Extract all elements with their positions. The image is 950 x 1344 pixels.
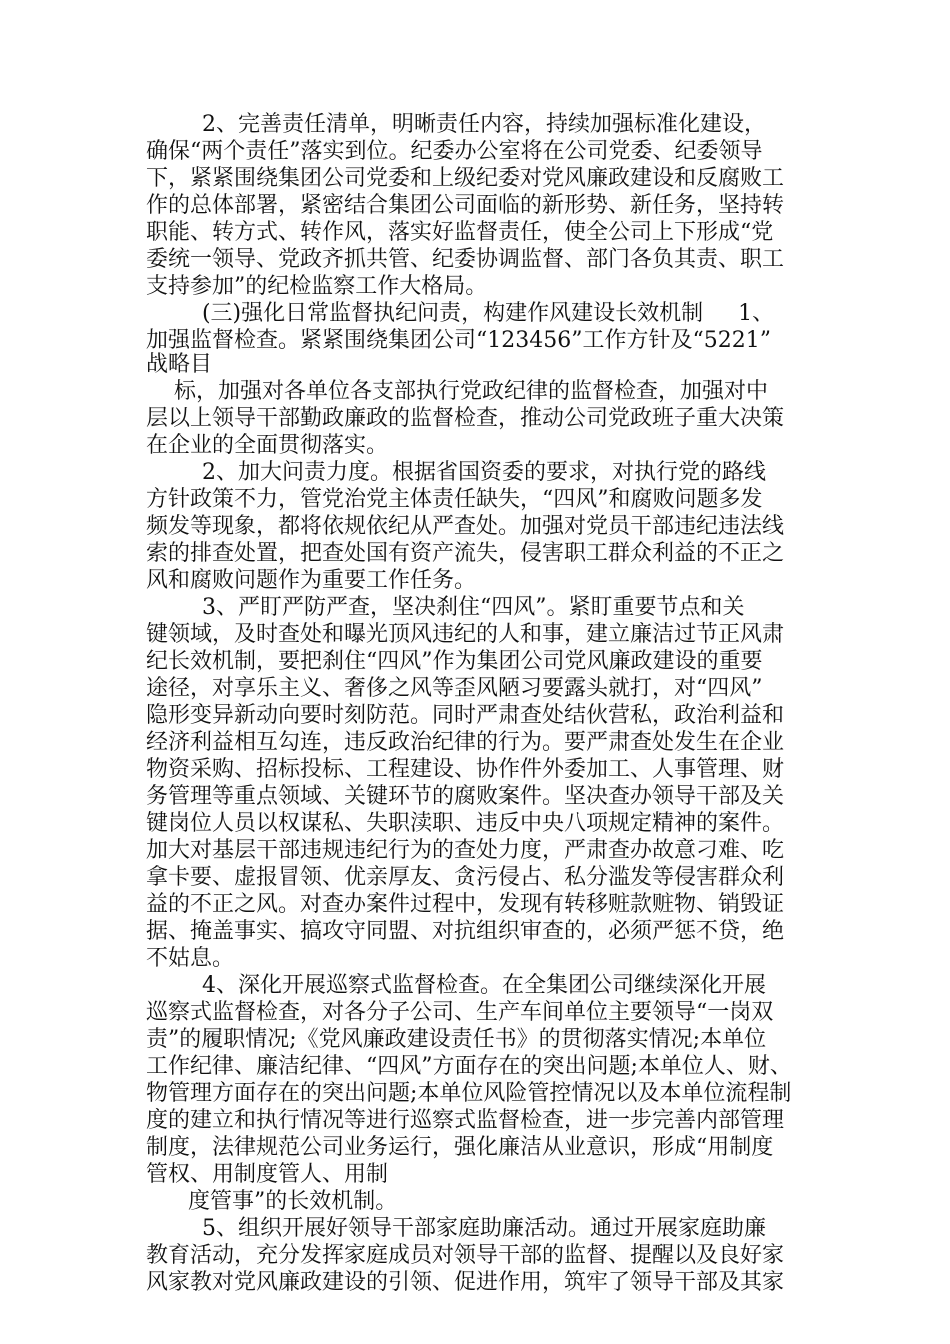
text-line: 度的建立和执行情况等进行巡察式监督检查，进一步完善内部管理 [146, 1108, 785, 1133]
text-line: 拿卡要、虚报冒领、优亲厚友、贪污侵占、私分滥发等侵害群众利 [146, 865, 785, 890]
text-line: 纪长效机制，要把刹住“四风”作为集团公司党风廉政建设的重要 [146, 649, 763, 674]
text-line: 度管事”的长效机制。 [146, 1189, 398, 1214]
text-line: 3、严盯严防严查，坚决刹住“四风”。紧盯重要节点和关 [146, 595, 745, 620]
text-line: 4、深化开展巡察式监督检查。在全集团公司继续深化开展 [146, 973, 766, 998]
text-line: 在企业的全面贯彻落实。 [146, 433, 389, 458]
text-line: 管权、用制度管人、用制 [146, 1162, 389, 1187]
text-line: 索的排查处置，把查处国有资产流失，侵害职工群众利益的不正之 [146, 541, 785, 566]
text-line: 职能、转方式、转作风，落实好监督责任，使全公司上下形成“党 [146, 220, 774, 245]
text-line: 据、掩盖事实、搞攻守同盟、对抗组织审查的，必须严惩不贷，绝 [146, 919, 785, 944]
text-line: 巡察式监督检查，对各分子公司、生产车间单位主要领导“一岗双 [146, 1000, 774, 1025]
text-line: 加强监督检查。紧紧围绕集团公司“123456”工作方针及“5221” [146, 328, 771, 353]
text-line: 委统一领导、党政齐抓共管、纪委协调监督、部门各负其责、职工 [146, 247, 785, 272]
text-line: 风和腐败问题作为重要工作任务。 [146, 568, 477, 593]
text-line: 教育活动，充分发挥家庭成员对领导干部的监督、提醒以及良好家 [146, 1243, 785, 1268]
text-line: 益的不正之风。对查办案件过程中，发现有转移赃款赃物、销毁证 [146, 892, 785, 917]
text-line: 战略目 [146, 352, 213, 377]
text-line: 作的总体部署，紧密结合集团公司面临的新形势、新任务，坚持转 [146, 193, 785, 218]
text-line: 层以上领导干部勤政廉政的监督检查，推动公司党政班子重大决策 [146, 406, 785, 431]
text-line: 工作纪律、廉洁纪律、“四风”方面存在的突出问题;本单位人、财、 [146, 1054, 792, 1079]
text-line: 风家教对党风廉政建设的引领、促进作用，筑牢了领导干部及其家 [146, 1270, 785, 1295]
text-line: 键岗位人员以权谋私、失职渎职、违反中央八项规定精神的案件。 [146, 811, 785, 836]
text-line: 方针政策不力，管党治党主体责任缺失，“四风”和腐败问题多发 [146, 487, 763, 512]
text-line: 标，加强对各单位各支部执行党政纪律的监督检查，加强对中 [146, 379, 768, 404]
text-line: 途径，对享乐主义、奢侈之风等歪风陋习要露头就打，对“四风” [146, 676, 763, 701]
text-line: 键领域，及时查处和曝光顶风违纪的人和事，建立廉洁过节正风肃 [146, 622, 785, 647]
text-line: 5、组织开展好领导干部家庭助廉活动。通过开展家庭助廉 [146, 1216, 766, 1241]
text-line: 物资采购、招标投标、工程建设、协作件外委加工、人事管理、财 [146, 757, 785, 782]
text-line: 制度，法律规范公司业务运行，强化廉洁从业意识，形成“用制度 [146, 1135, 774, 1160]
text-line: 物管理方面存在的突出问题;本单位风险管控情况以及本单位流程制 [146, 1081, 792, 1106]
text-line: 2、完善责任清单，明晰责任内容，持续加强标准化建设， [146, 112, 766, 137]
text-line: 频发等现象，都将依规依纪从严查处。加强对党员干部违纪违法线 [146, 514, 785, 539]
text-line: 务管理等重点领域、关键环节的腐败案件。坚决查办领导干部及关 [146, 784, 785, 809]
text-line: 责”的履职情况;《党风廉政建设责任书》的贯彻落实情况;本单位 [146, 1027, 767, 1052]
text-line: (三)强化日常监督执纪问责，构建作风建设长效机制 1、 [146, 301, 775, 326]
text-line: 不姑息。 [146, 946, 235, 971]
text-line: 确保“两个责任”落实到位。纪委办公室将在公司党委、纪委领导 [146, 139, 763, 164]
text-line: 隐形变异新动向要时刻防范。同时严肃查处结伙营私，政治利益和 [146, 703, 785, 728]
text-line: 下，紧紧围绕集团公司党委和上级纪委对党风廉政建设和反腐败工 [146, 166, 785, 191]
text-line: 加大对基层干部违规违纪行为的查处力度，严肃查办故意刁难、吃 [146, 838, 785, 863]
text-line: 支持参加”的纪检监察工作大格局。 [146, 274, 488, 299]
text-line: 经济利益相互勾连，违反政治纪律的行为。要严肃查处发生在企业 [146, 730, 785, 755]
text-line: 2、加大问责力度。根据省国资委的要求，对执行党的路线 [146, 460, 766, 485]
